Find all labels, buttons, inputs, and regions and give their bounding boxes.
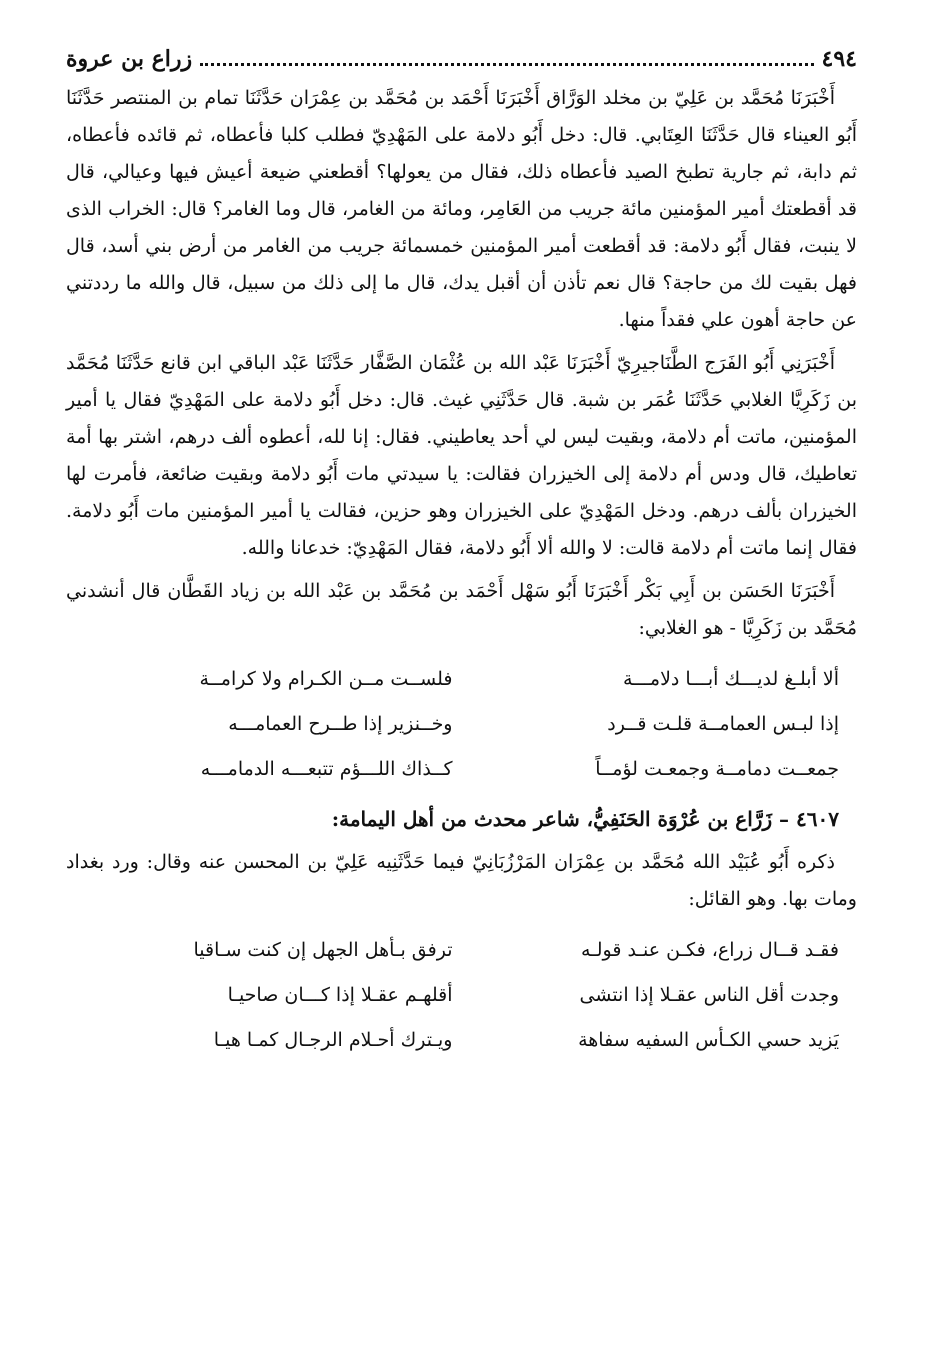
body-paragraph: ذكره أَبُو عُبَيْد الله مُحَمَّد بن عِمْرَان المَرْزُبَانِيّ فيما حَدَّثَنِيه عَلِيّ بن المحسن عنه وقال: ورد بغداد ومات بها. وهو القائل:	[66, 851, 857, 910]
entry-heading: ٤٦٠٧ – زَرَّاع بن عُرْوَة الحَنَفِيُّ، شاعر محدث من أهل اليمامة:	[331, 807, 839, 831]
verse-line	[66, 928, 857, 973]
verse-second-hemistich: فلســت مــن الكـرام ولا كرامــة	[199, 668, 453, 690]
poem-block	[66, 928, 857, 1063]
running-title: زراع بن عروة	[66, 46, 193, 72]
header-dot-leader	[200, 63, 813, 66]
verse-second-hemistich: ويـترك أحـلام الرجـال كمـا هيـا	[213, 1029, 453, 1051]
verse-line	[66, 1018, 857, 1063]
verse-line	[66, 657, 857, 702]
verse-line	[66, 973, 857, 1018]
body-paragraph: أَخْبَرَنَا الحَسَن بن أَبِي بَكْر أَخْبَرَنَا أَبُو سَهْل أَحْمَد بن مُحَمَّد بن عَبْد الله بن زياد القَطَّان قال أنشدني مُحَمَّد بن زَكَرِيَّا - هو الغلابي:	[66, 580, 857, 639]
verse-first-hemistich: فقـد قــال زراع، فكـن عنـد قولـه	[581, 939, 839, 961]
page-number: ٤٩٤	[821, 46, 857, 72]
page-header	[66, 40, 857, 72]
verse-second-hemistich: كــذاك اللـــؤم تتبعـــه الدمامـــه	[200, 758, 453, 780]
verse-first-hemistich: يَزيد حسي الكـأس السفيه سفاهة	[578, 1029, 839, 1051]
verse-line	[66, 702, 857, 747]
verse-first-hemistich: جمعــت دمامــة وجمعـت لؤمــاً	[595, 758, 839, 780]
verse-line	[66, 747, 857, 792]
verse-second-hemistich: ترفق بـأهل الجهل إن كنت سـاقيا	[193, 939, 453, 961]
verse-second-hemistich: أقلهـم عقـلا إذا كـــان صاحيـا	[227, 984, 453, 1006]
verse-second-hemistich: وخــنزير إذا طــرح العمامـــه	[228, 713, 453, 735]
poem-block	[66, 657, 857, 792]
verse-first-hemistich: وجدت أقل الناس عقـلا إذا انتشى	[579, 984, 839, 1006]
body-paragraph: أَخْبَرَنَا مُحَمَّد بن عَلِيّ بن مخلد الوَرَّاق أَخْبَرَنَا أَحْمَد بن مُحَمَّد بن عِمْرَان حَدَّثَنَا تمام بن المنتصر حَدَّثَنَا أَبُو العيناء قال حَدَّثَنَا العِتَابي. قال: دخل أَبُو دلامة على المَهْدِيّ فطلب كلبا فأعطاه، ثم قائده فأعطاه، ثم دابة، ثم جارية تطبخ الصيد فأعطاه ذلك، فقال من يعولها؟ أقطعني ضيعة أعيش فيها وعيالي، قال قد أقطعتك أمير المؤمنين مائة جريب من العَامِر، ومائة من الغامر، قال وما الغامر؟ قال: الخراب الذى لا ينبت، فقال أَبُو دلامة: قد أقطعت أمير المؤمنين خمسمائة جريب من الغامر من أرض بني أسد، قال فهل بقيت لك من حاجة؟ قال نعم تأذن أن أقبل يدك، قال ما إلى ذلك من سبيل، قال والله ما رددتني عن حاجة أهون علي فقداً منها.	[66, 87, 857, 331]
verse-first-hemistich: إذا لبـس العمامــة قلـت قــرد	[607, 713, 839, 735]
verse-first-hemistich: ألا أبلـغ لديـــك أبـــا دلامـــة	[623, 668, 839, 690]
body-paragraph: أَخْبَرَنِي أَبُو الفَرَج الطَّنَاجيرِيّ أَخْبَرَنَا عَبْد الله بن عُثْمَان الصَّفَّار حَدَّثَنَا عَبْد الباقي ابن قانع حَدَّثَنَا مُحَمَّد بن زَكَرِيَّا الغلابي حَدَّثَنَا عُمَر بن شبة. قال حَدَّثَنِي غيث. قال: دخل أَبُو دلامة على المَهْدِيّ فقال يا أمير المؤمنين، ماتت أم دلامة، وبقيت ليس لي أحد يعاطيني. فقال: إنا لله، أعطوه ألف درهم، اشتر بها أمة تعاطيك، قال ودس أم دلامة إلى الخيزران فقالت: يا سيدتي مات أَبُو دلامة وبقيت ضائعة، فأمرت لها الخيزران بألف درهم. ودخل المَهْدِيّ على الخيزران وهو حزين، فقالت يا أمير المؤمنين مات أَبُو دلامة. فقال إنما ماتت أم دلامة قالت: لا والله ألا أَبُو دلامة، فقال المَهْدِيّ: خدعانا والله.	[66, 352, 857, 559]
